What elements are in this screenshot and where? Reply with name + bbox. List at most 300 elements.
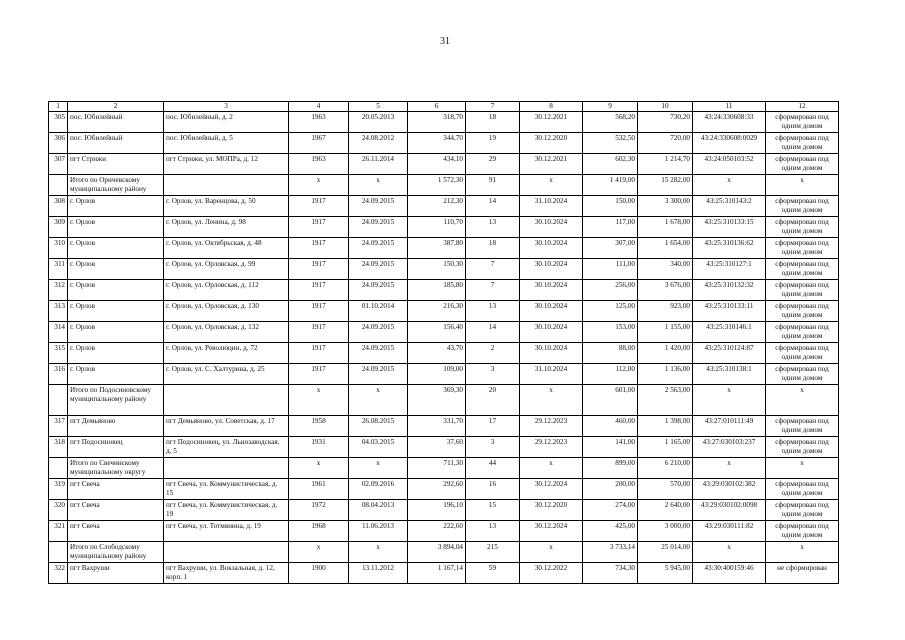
cell-deadline: 29.12.2023 (520, 437, 583, 458)
cell-row-number (49, 458, 68, 479)
cell-area: 110,70 (408, 217, 466, 238)
subtotal-row (49, 385, 839, 416)
cell-date: x (349, 458, 408, 479)
cell-residents: 59 (466, 563, 520, 584)
table-row (49, 521, 839, 542)
cell-land-status: сформирован под одним домом (766, 112, 839, 133)
cell-address: г. Орлов, ул. Орловская, д. 130 (164, 301, 289, 322)
cell-cadastral-number: 43:25:310132:32 (693, 280, 766, 301)
cell-year-built: 1900 (289, 563, 349, 584)
cell-amount: 3 676,00 (638, 280, 693, 301)
cell-amount: 1 165,00 (638, 437, 693, 458)
cell-cadastral-number: x (693, 542, 766, 563)
cell-deadline: 30.12.2022 (520, 563, 583, 584)
cell-address: г. Орлов, ул. Орловская, д. 132 (164, 322, 289, 343)
cell-row-number: 305 (49, 112, 68, 133)
cell-deadline: x (520, 458, 583, 479)
cell-area: 150,30 (408, 259, 466, 280)
subtotal-row (49, 458, 839, 479)
cell-area: 1 572,30 (408, 175, 466, 196)
cell-residents: 7 (466, 280, 520, 301)
cell-cadastral-number: 43:29:030102:382 (693, 479, 766, 500)
cell-cadastral-number: x (693, 175, 766, 196)
page-number: 31 (440, 36, 450, 47)
cell-amount: 1 678,00 (638, 217, 693, 238)
cell-residents: 15 (466, 500, 520, 521)
table-row (49, 154, 839, 175)
cell-date: 24.09.2015 (349, 196, 408, 217)
cell-amount: 1 420,00 (638, 343, 693, 364)
cell-year-built: 1967 (289, 133, 349, 154)
cell-residents: 91 (466, 175, 520, 196)
cell-deadline: 30.12.2021 (520, 112, 583, 133)
cell-deadline: 30.12.2024 (520, 521, 583, 542)
cell-area: 37,60 (408, 437, 466, 458)
cell-year-built: x (289, 175, 349, 196)
col-header: 9 (583, 102, 638, 112)
cell-address (164, 542, 289, 563)
cell-row-number (49, 175, 68, 196)
cell-residents: 20 (466, 385, 520, 416)
cell-area-planned: 460,00 (583, 416, 638, 437)
cell-cadastral-number: 43:25:310133:15 (693, 217, 766, 238)
cell-area-planned: 899,00 (583, 458, 638, 479)
table-row (49, 343, 839, 364)
cell-deadline: 30.10.2024 (520, 301, 583, 322)
cell-amount: 2 640,00 (638, 500, 693, 521)
table-row (49, 437, 839, 458)
cell-settlement: г. Орлов (68, 364, 164, 385)
cell-amount: 1 654,00 (638, 238, 693, 259)
cell-address: г. Орлов, ул. Революции, д. 72 (164, 343, 289, 364)
cell-area-planned: 307,00 (583, 238, 638, 259)
cell-amount: 340,00 (638, 259, 693, 280)
cell-residents: 44 (466, 458, 520, 479)
cell-address: пгт Вахруши, ул. Вокзальная, д. 12, корп. 1 (164, 563, 289, 584)
cell-residents: 215 (466, 542, 520, 563)
cell-row-number (49, 385, 68, 416)
cell-amount: 570,00 (638, 479, 693, 500)
cell-area-planned: 601,00 (583, 385, 638, 416)
cell-date: 08.04.2013 (349, 500, 408, 521)
cell-settlement: г. Орлов (68, 259, 164, 280)
cell-date: x (349, 385, 408, 416)
cell-area: 109,00 (408, 364, 466, 385)
cell-residents: 13 (466, 301, 520, 322)
cell-settlement: Итого по Свечинскому муниципальному округу (68, 458, 164, 479)
cell-date: 24.09.2015 (349, 259, 408, 280)
cell-settlement: г. Орлов (68, 301, 164, 322)
cell-land-status: сформирован под одним домом (766, 238, 839, 259)
cell-amount: 25 014,00 (638, 542, 693, 563)
cell-land-status: сформирован под одним домом (766, 437, 839, 458)
cell-date: 20.05.2013 (349, 112, 408, 133)
cell-amount: 3 000,00 (638, 521, 693, 542)
cell-year-built: x (289, 542, 349, 563)
cell-amount: 1 398,00 (638, 416, 693, 437)
cell-deadline: 30.10.2024 (520, 322, 583, 343)
cell-deadline: 31.10.2024 (520, 364, 583, 385)
cell-settlement: Итого по Слободскому муниципальному району (68, 542, 164, 563)
cell-row-number: 314 (49, 322, 68, 343)
cell-address: г. Орлов, ул. Ленина, д. 98 (164, 217, 289, 238)
cell-row-number: 313 (49, 301, 68, 322)
table-row (49, 217, 839, 238)
cell-settlement: пгт Свеча (68, 479, 164, 500)
cell-area-planned: 274,00 (583, 500, 638, 521)
cell-area: 369,30 (408, 385, 466, 416)
cell-residents: 13 (466, 521, 520, 542)
header-row (49, 102, 839, 112)
cell-area: 331,70 (408, 416, 466, 437)
cell-residents: 18 (466, 112, 520, 133)
cell-row-number: 315 (49, 343, 68, 364)
cell-row-number: 308 (49, 196, 68, 217)
col-header: 2 (68, 102, 164, 112)
cell-settlement: г. Орлов (68, 280, 164, 301)
cell-year-built: 1917 (289, 217, 349, 238)
cell-cadastral-number: x (693, 385, 766, 416)
cell-deadline: x (520, 542, 583, 563)
cell-date: 24.08.2012 (349, 133, 408, 154)
cell-settlement: г. Орлов (68, 196, 164, 217)
cell-year-built: 1961 (289, 479, 349, 500)
cell-area-planned: 602,30 (583, 154, 638, 175)
cell-amount: 720,00 (638, 133, 693, 154)
col-header: 3 (164, 102, 289, 112)
cell-area: 156,40 (408, 322, 466, 343)
cell-amount: 1 214,70 (638, 154, 693, 175)
cell-area: 292,60 (408, 479, 466, 500)
cell-amount: 5 945,00 (638, 563, 693, 584)
col-header: 7 (466, 102, 520, 112)
cell-cadastral-number: 43:24:050103:52 (693, 154, 766, 175)
subtotal-row (49, 542, 839, 563)
cell-area-planned: 568,20 (583, 112, 638, 133)
cell-area-planned: 111,00 (583, 259, 638, 280)
cell-settlement: г. Орлов (68, 322, 164, 343)
col-header: 10 (638, 102, 693, 112)
cell-date: x (349, 175, 408, 196)
cell-cadastral-number: 43:25:310143:2 (693, 196, 766, 217)
cell-land-status: сформирован под одним домом (766, 217, 839, 238)
cell-area: 222,60 (408, 521, 466, 542)
cell-settlement: Итого по Подосиновскому муниципальному району (68, 385, 164, 416)
cell-row-number: 322 (49, 563, 68, 584)
cell-area-planned: 117,00 (583, 217, 638, 238)
cell-land-status: сформирован под одним домом (766, 322, 839, 343)
cell-deadline: 30.10.2024 (520, 238, 583, 259)
table-row (49, 112, 839, 133)
cell-area-planned: 256,00 (583, 280, 638, 301)
cell-land-status: сформирован под одним домом (766, 280, 839, 301)
cell-amount: 730,20 (638, 112, 693, 133)
cell-area: 196,10 (408, 500, 466, 521)
cell-amount: 6 210,00 (638, 458, 693, 479)
cell-residents: 3 (466, 437, 520, 458)
cell-area-planned: 88,00 (583, 343, 638, 364)
cell-cadastral-number: 43:27:010111:49 (693, 416, 766, 437)
cell-settlement: пгт Стрижи (68, 154, 164, 175)
cell-land-status: сформирован под одним домом (766, 259, 839, 280)
cell-deadline: 30.12.2021 (520, 154, 583, 175)
cell-land-status: сформирован под одним домом (766, 364, 839, 385)
cell-date: 24.09.2015 (349, 238, 408, 259)
cell-residents: 14 (466, 196, 520, 217)
cell-year-built: 1958 (289, 416, 349, 437)
cell-address: г. Орлов, ул. Октябрьская, д. 48 (164, 238, 289, 259)
cell-address: пгт Свеча, ул. Коммунистическая, д. 19 (164, 500, 289, 521)
cell-address: пгт Демьяново, ул. Советская, д. 17 (164, 416, 289, 437)
cell-area-planned: 112,00 (583, 364, 638, 385)
cell-date: 24.09.2015 (349, 280, 408, 301)
cell-deadline: 30.12.2024 (520, 479, 583, 500)
cell-area-planned: 153,00 (583, 322, 638, 343)
cell-address: г. Орлов, ул. Орловская, д. 99 (164, 259, 289, 280)
cell-land-status: x (766, 542, 839, 563)
cell-date: 11.06.2013 (349, 521, 408, 542)
cell-row-number: 317 (49, 416, 68, 437)
cell-deadline: 30.12.2020 (520, 133, 583, 154)
cell-residents: 19 (466, 133, 520, 154)
cell-settlement: Итого по Оричевскому муниципальному району (68, 175, 164, 196)
cell-date: 26.11.2014 (349, 154, 408, 175)
cell-land-status: x (766, 458, 839, 479)
cell-deadline: 30.12.2020 (520, 500, 583, 521)
cell-cadastral-number: 43:25:310146:1 (693, 322, 766, 343)
cell-area: 711,30 (408, 458, 466, 479)
cell-deadline: 30.10.2024 (520, 259, 583, 280)
cell-deadline: 30.10.2024 (520, 217, 583, 238)
cell-land-status: сформирован под одним домом (766, 133, 839, 154)
cell-area: 344,70 (408, 133, 466, 154)
cell-land-status: сформирован под одним домом (766, 343, 839, 364)
cell-year-built: 1917 (289, 301, 349, 322)
cell-date: 02.09.2016 (349, 479, 408, 500)
cell-date: 24.09.2015 (349, 217, 408, 238)
cell-amount: 3 300,00 (638, 196, 693, 217)
cell-year-built: 1917 (289, 238, 349, 259)
cell-area: 434,10 (408, 154, 466, 175)
cell-cadastral-number: 43:25:310136:62 (693, 238, 766, 259)
table-row (49, 322, 839, 343)
cell-row-number: 319 (49, 479, 68, 500)
cell-address (164, 385, 289, 416)
cell-year-built: 1963 (289, 154, 349, 175)
cell-amount: 2 563,00 (638, 385, 693, 416)
cell-address: г. Орлов, ул. Варенцова, д. 50 (164, 196, 289, 217)
cell-cadastral-number: 43:24:330608:0029 (693, 133, 766, 154)
cell-area: 216,30 (408, 301, 466, 322)
cell-land-status: сформирован под одним домом (766, 154, 839, 175)
cell-row-number (49, 542, 68, 563)
cell-year-built: 1917 (289, 343, 349, 364)
cell-area: 387,80 (408, 238, 466, 259)
cell-residents: 14 (466, 322, 520, 343)
cell-deadline: x (520, 385, 583, 416)
cell-year-built: 1972 (289, 500, 349, 521)
cell-year-built: 1917 (289, 322, 349, 343)
cell-land-status: сформирован под одним домом (766, 416, 839, 437)
cell-cadastral-number: 43:27:030103:237 (693, 437, 766, 458)
cell-amount: 923,00 (638, 301, 693, 322)
cell-residents: 29 (466, 154, 520, 175)
cell-cadastral-number: 43:30:400159:46 (693, 563, 766, 584)
cell-year-built: 1963 (289, 112, 349, 133)
cell-area-planned: 200,00 (583, 479, 638, 500)
cell-cadastral-number: x (693, 458, 766, 479)
cell-land-status: сформирован под одним домом (766, 196, 839, 217)
table-row (49, 301, 839, 322)
cell-address (164, 458, 289, 479)
table-row (49, 196, 839, 217)
cell-area-planned: 125,00 (583, 301, 638, 322)
col-header: 12 (766, 102, 839, 112)
cell-settlement: пгт Демьяново (68, 416, 164, 437)
cell-year-built: 1917 (289, 364, 349, 385)
cell-cadastral-number: 43:25:310127:1 (693, 259, 766, 280)
cell-address: пгт Свеча, ул. Тотмянина, д. 19 (164, 521, 289, 542)
cell-settlement: г. Орлов (68, 238, 164, 259)
table-row (49, 364, 839, 385)
cell-row-number: 311 (49, 259, 68, 280)
cell-date: 24.09.2015 (349, 364, 408, 385)
cell-settlement: пгт Подосиновец (68, 437, 164, 458)
cell-year-built: 1917 (289, 196, 349, 217)
cell-date: 01.10.2014 (349, 301, 408, 322)
cell-deadline: 29.12.2023 (520, 416, 583, 437)
cell-address (164, 175, 289, 196)
col-header: 4 (289, 102, 349, 112)
cell-land-status: сформирован под одним домом (766, 479, 839, 500)
cell-address: пгт Свеча, ул. Коммунистическая, д. 15 (164, 479, 289, 500)
cell-row-number: 316 (49, 364, 68, 385)
cell-residents: 7 (466, 259, 520, 280)
cell-amount: 1 136,00 (638, 364, 693, 385)
cell-row-number: 321 (49, 521, 68, 542)
cell-deadline: 31.10.2024 (520, 196, 583, 217)
cell-address: пгт Стрижи, ул. МОПРа, д. 12 (164, 154, 289, 175)
cell-area: 212,30 (408, 196, 466, 217)
cell-deadline: x (520, 175, 583, 196)
cell-settlement: пос. Юбилейный (68, 133, 164, 154)
cell-residents: 18 (466, 238, 520, 259)
cell-residents: 3 (466, 364, 520, 385)
cell-date: 04.03.2015 (349, 437, 408, 458)
table-row (49, 563, 839, 584)
cell-address: пос. Юбилейный, д. 5 (164, 133, 289, 154)
cell-land-status: сформирован под одним домом (766, 521, 839, 542)
cell-date: x (349, 542, 408, 563)
cell-settlement: пгт Вахруши (68, 563, 164, 584)
table-body (49, 112, 839, 584)
cell-date: 26.08.2015 (349, 416, 408, 437)
cell-date: 24.09.2015 (349, 343, 408, 364)
cell-amount: 1 155,00 (638, 322, 693, 343)
cell-cadastral-number: 43:25:310124:87 (693, 343, 766, 364)
cell-address: г. Орлов, ул. С. Халтурина, д. 25 (164, 364, 289, 385)
cell-cadastral-number: 43:25:310133:11 (693, 301, 766, 322)
cell-area: 3 894,04 (408, 542, 466, 563)
cell-settlement: г. Орлов (68, 217, 164, 238)
cell-row-number: 306 (49, 133, 68, 154)
cell-residents: 13 (466, 217, 520, 238)
cell-deadline: 30.10.2024 (520, 343, 583, 364)
table-header (49, 102, 839, 112)
table-row (49, 133, 839, 154)
cell-amount: 15 282,00 (638, 175, 693, 196)
cell-land-status: не сформирован (766, 563, 839, 584)
cell-year-built: x (289, 385, 349, 416)
cell-cadastral-number: 43:25:310138:1 (693, 364, 766, 385)
table-row (49, 259, 839, 280)
col-header: 8 (520, 102, 583, 112)
cell-address: пос. Юбилейный, д. 2 (164, 112, 289, 133)
cell-land-status: x (766, 385, 839, 416)
cell-residents: 16 (466, 479, 520, 500)
cell-year-built: x (289, 458, 349, 479)
subtotal-row (49, 175, 839, 196)
cell-land-status: сформирован под одним домом (766, 500, 839, 521)
cell-settlement: г. Орлов (68, 343, 164, 364)
col-header: 6 (408, 102, 466, 112)
cell-cadastral-number: 43:29:030111:82 (693, 521, 766, 542)
cell-land-status: x (766, 175, 839, 196)
cell-deadline: 30.10.2024 (520, 280, 583, 301)
cell-year-built: 1917 (289, 280, 349, 301)
cell-area-planned: 425,00 (583, 521, 638, 542)
cell-area: 185,80 (408, 280, 466, 301)
cell-year-built: 1917 (289, 259, 349, 280)
cell-year-built: 1968 (289, 521, 349, 542)
cell-area-planned: 1 419,00 (583, 175, 638, 196)
cell-residents: 17 (466, 416, 520, 437)
cell-area: 43,70 (408, 343, 466, 364)
cell-date: 24.09.2015 (349, 322, 408, 343)
col-header: 1 (49, 102, 68, 112)
cell-date: 13.11.2012 (349, 563, 408, 584)
cell-area-planned: 734,30 (583, 563, 638, 584)
table-row (49, 500, 839, 521)
cell-row-number: 320 (49, 500, 68, 521)
table-row (49, 280, 839, 301)
col-header: 11 (693, 102, 766, 112)
col-header: 5 (349, 102, 408, 112)
cell-area: 318,70 (408, 112, 466, 133)
cell-row-number: 309 (49, 217, 68, 238)
cell-row-number: 310 (49, 238, 68, 259)
housing-register-table (48, 101, 839, 584)
cell-settlement: пгт Свеча (68, 500, 164, 521)
cell-row-number: 312 (49, 280, 68, 301)
cell-row-number: 307 (49, 154, 68, 175)
cell-residents: 2 (466, 343, 520, 364)
cell-area: 1 167,14 (408, 563, 466, 584)
cell-area-planned: 3 733,14 (583, 542, 638, 563)
cell-area-planned: 150,00 (583, 196, 638, 217)
cell-cadastral-number: 43:24:330608:33 (693, 112, 766, 133)
cell-address: пгт Подосиновец, ул. Льнозаводская, д. 5 (164, 437, 289, 458)
cell-cadastral-number: 43:29:030102:0098 (693, 500, 766, 521)
cell-row-number: 318 (49, 437, 68, 458)
table-row (49, 416, 839, 437)
table-row (49, 238, 839, 259)
cell-area-planned: 532,50 (583, 133, 638, 154)
cell-area-planned: 141,00 (583, 437, 638, 458)
cell-settlement: пгт Свеча (68, 521, 164, 542)
table-row (49, 479, 839, 500)
cell-settlement: пос. Юбилейный (68, 112, 164, 133)
